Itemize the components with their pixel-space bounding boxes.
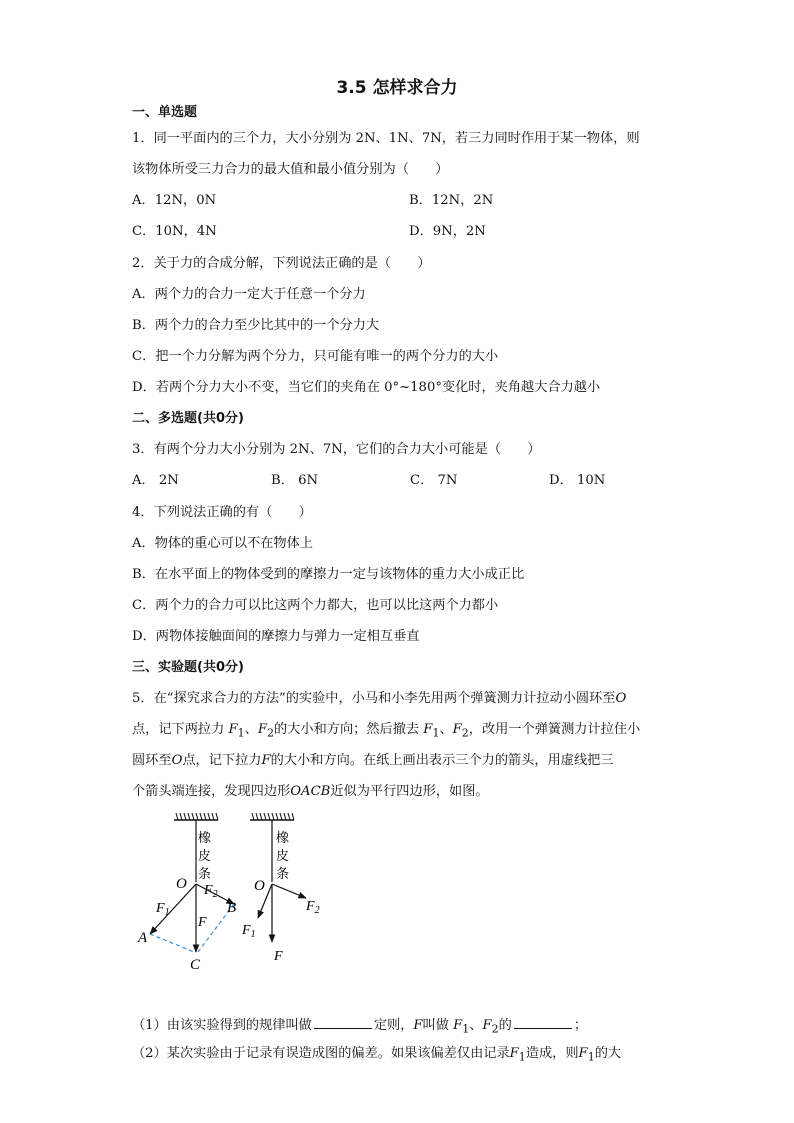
page-title: 3.5 怎样求合力: [336, 78, 458, 98]
q5-line1: 5．在“探究求合力的方法”的实验中，小马和小李先用两个弹簧测力计拉动小圆环至O: [132, 691, 627, 706]
dashed-ac: [150, 934, 194, 952]
q1-option-b: B．12N，2N: [409, 193, 494, 208]
right-ceiling: [250, 813, 294, 820]
right-rubber-label-2: 皮: [276, 848, 290, 863]
label-a: A: [138, 930, 148, 946]
right-rubber-label-3: 条: [276, 866, 290, 881]
left-ceiling: [174, 813, 218, 820]
q5-line2: 点，记下两拉力 $F_1$、$F_2$的大小和方向；然后撤去 $F_1$、$F_2$，改用一个弹簧测力计拉住小: [132, 722, 641, 740]
q4-stem: 4．下列说法正确的有（ ）: [132, 505, 312, 520]
q1-stem-line2: 该物体所受三力合力的最大值和最小值分别为（ ）: [132, 162, 449, 177]
q2-stem: 2．关于力的合成分解，下列说法正确的是（ ）: [132, 256, 431, 271]
force-diagram: [130, 812, 340, 977]
label-o-left: O: [176, 876, 187, 892]
section-heading-single-choice: 一、单选题: [132, 105, 198, 120]
answer-blank-1[interactable]: [314, 1014, 372, 1029]
q3-option-d: D． 10N: [549, 473, 606, 488]
q4-option-b: B．在水平面上的物体受到的摩擦力一定与该物体的重力大小成正比: [132, 567, 525, 582]
q2-option-b: B．两个力的合力至少比其中的一个分力大: [132, 318, 380, 333]
q4-option-c: C．两个力的合力可以比这两个力都大，也可以比这两个力都小: [132, 598, 499, 613]
section-heading-experiment: 三、实验题(共0分): [132, 660, 244, 675]
q3-option-a: A． 2N: [132, 473, 179, 488]
q2-option-a: A．两个力的合力一定大于任意一个分力: [132, 287, 366, 302]
q5-line3: 圆环至O点，记下拉力F的大小和方向。在纸上画出表示三个力的箭头，用虚线把三: [132, 753, 614, 768]
q1-stem-line1: 1．同一平面内的三个力，大小分别为 2N、1N、7N，若三力同时作用于某一物体，则: [132, 131, 640, 146]
label-f2-left: $F_2$: [204, 883, 218, 900]
q4-option-d: D．两物体接触面间的摩擦力与弹力一定相互垂直: [132, 629, 420, 644]
q1-option-d: D．9N，2N: [409, 224, 486, 239]
left-rubber-label-3: 条: [198, 866, 212, 881]
label-f1-left: $F_1$: [156, 901, 170, 918]
section-heading-multi-choice: 二、多选题(共0分): [132, 411, 244, 426]
label-f-left: F: [198, 915, 207, 930]
label-f1-right: $F_1$: [242, 923, 256, 940]
label-b: B: [227, 900, 237, 916]
q5-sub2: （2）某次实验由于记录有误造成图的偏差。如果该偏差仅由记录$F_1$造成，则$F_1$的大: [132, 1046, 622, 1064]
left-rubber-label-2: 皮: [198, 848, 212, 863]
q5-sub1: （1）由该实验得到的规律叫做 定则，F叫做 $F_1$、$F_2$的 ；: [132, 1014, 587, 1039]
q3-option-c: C． 7N: [410, 473, 458, 488]
label-f-right: F: [274, 949, 283, 964]
label-o-right: O: [254, 878, 265, 894]
label-c: C: [190, 957, 201, 973]
q5-line4: 个箭头端连接，发现四边形OACB近似为平行四边形，如图。: [132, 784, 489, 799]
label-f2-right: $F_2$: [306, 899, 320, 916]
q2-option-d: D．若两个分力大小不变，当它们的夹角在 0°~180°变化时，夹角越大合力越小: [132, 380, 601, 395]
q4-option-a: A．物体的重心可以不在物体上: [132, 536, 313, 551]
right-rubber-label-1: 橡: [276, 830, 290, 845]
q3-stem: 3．有两个分力大小分别为 2N、7N，它们的合力大小可能是（ ）: [132, 442, 541, 457]
answer-blank-2[interactable]: [514, 1014, 572, 1029]
q2-option-c: C．把一个力分解为两个分力，只可能有唯一的两个分力的大小: [132, 349, 499, 364]
q1-option-a: A．12N，0N: [132, 193, 217, 208]
left-rubber-label-1: 橡: [198, 830, 212, 845]
q3-option-b: B． 6N: [271, 473, 318, 488]
right-arrow-f2: [272, 884, 306, 898]
q1-option-c: C．10N，4N: [132, 224, 217, 239]
